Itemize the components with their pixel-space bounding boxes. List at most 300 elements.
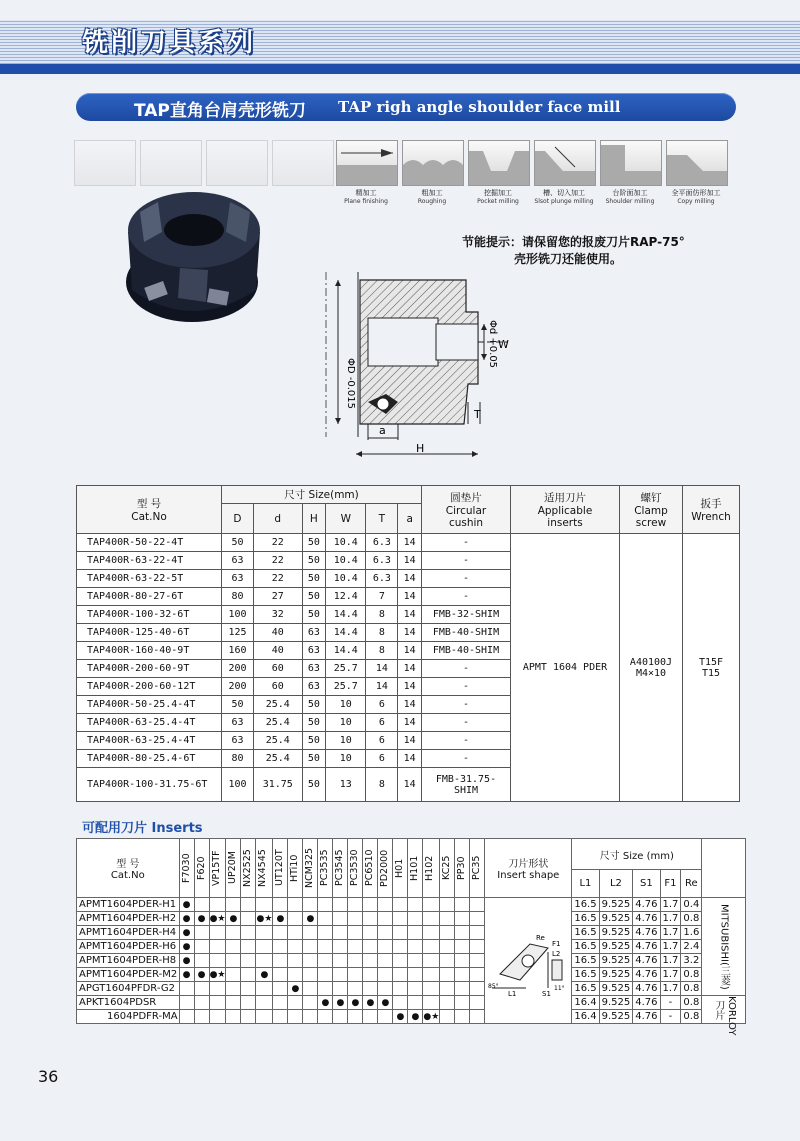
cell-a: 14	[398, 570, 422, 588]
size-S1: 4.76	[633, 1010, 660, 1024]
cell-a: 14	[398, 696, 422, 714]
cell-cat: TAP400R-80-25.4-6T	[77, 750, 222, 768]
cell-a: 14	[398, 606, 422, 624]
insert-row	[77, 968, 746, 982]
cell-H: 63	[302, 660, 326, 678]
cell-T: 6	[366, 750, 398, 768]
cell-H: 63	[302, 678, 326, 696]
cell-cushin: -	[422, 696, 511, 714]
cell-cushin: FMB-32-SHIM	[422, 606, 511, 624]
grade-mark	[363, 898, 378, 912]
size-L1: 16.5	[572, 940, 599, 954]
grade-mark	[303, 940, 318, 954]
size-S1: 4.76	[633, 940, 660, 954]
label-a: a	[379, 424, 386, 437]
grade-mark	[393, 968, 408, 982]
grade-mark: ●	[378, 996, 393, 1010]
grade-mark: ●	[273, 912, 288, 926]
cell-D: 200	[222, 678, 254, 696]
cell-H: 50	[302, 768, 326, 802]
size-S1: 4.76	[633, 968, 660, 982]
grade-mark	[241, 996, 256, 1010]
slot-plunge-icon	[534, 140, 596, 186]
grade-mark	[226, 954, 241, 968]
cell-H: 50	[302, 534, 326, 552]
grade-mark	[393, 940, 408, 954]
grade-mark	[348, 940, 363, 954]
cell-H: 50	[302, 732, 326, 750]
op-pocket-milling: 挖掘加工 Pocket milling	[468, 140, 528, 205]
cell-d: 40	[253, 642, 302, 660]
cell-cat: TAP400R-50-25.4-4T	[77, 696, 222, 714]
grade-mark	[241, 940, 256, 954]
cell-D: 160	[222, 642, 254, 660]
cell-T: 14	[366, 660, 398, 678]
ins-col-shape: 刀片形状 Insert shape	[485, 839, 572, 898]
size-S1: 4.76	[633, 996, 660, 1010]
cell-cushin: -	[422, 588, 511, 606]
grade-header: KC25	[440, 839, 455, 898]
grade-mark	[273, 982, 288, 996]
cell-T: 6	[366, 696, 398, 714]
grade-mark	[348, 1010, 363, 1024]
cell-D: 80	[222, 588, 254, 606]
cell-H: 50	[302, 714, 326, 732]
grade-mark	[455, 968, 470, 982]
grade-mark	[348, 926, 363, 940]
cell-cushin: -	[422, 534, 511, 552]
cell-cushin: -	[422, 570, 511, 588]
insert-row	[77, 940, 746, 954]
grade-mark	[348, 912, 363, 926]
insert-cat: APMT1604PDER-H8	[77, 954, 180, 968]
grade-header: VP15TF	[209, 839, 226, 898]
copy-milling-icon	[666, 140, 728, 186]
grade-mark	[470, 968, 485, 982]
grade-mark: ●★	[256, 913, 273, 924]
grade-mark	[455, 912, 470, 926]
grade-mark	[393, 912, 408, 926]
cell-H: 63	[302, 642, 326, 660]
grade-mark	[333, 954, 348, 968]
shoulder-milling-icon	[600, 140, 662, 186]
size-L1: 16.5	[572, 968, 599, 982]
cell-T: 8	[366, 768, 398, 802]
grade-mark	[423, 940, 440, 954]
grade-mark	[288, 926, 303, 940]
cell-W: 10.4	[326, 552, 366, 570]
grade-mark	[423, 898, 440, 912]
grade-mark: ●	[179, 968, 194, 982]
grade-mark	[179, 1010, 194, 1024]
label-T: T	[474, 408, 481, 421]
grade-mark	[408, 898, 423, 912]
grade-mark: ●★	[423, 1011, 440, 1022]
grade-mark	[455, 996, 470, 1010]
size-F1: 1.7	[660, 912, 681, 926]
grade-mark	[241, 968, 256, 982]
cell-W: 14.4	[326, 606, 366, 624]
grade-mark	[440, 940, 455, 954]
grade-header: PC3530	[348, 839, 363, 898]
grade-mark	[348, 898, 363, 912]
cell-cat: TAP400R-50-22-4T	[77, 534, 222, 552]
grade-mark	[455, 898, 470, 912]
cell-W: 10	[326, 732, 366, 750]
cell-cat: TAP400R-125-40-6T	[77, 624, 222, 642]
grade-header: PC6510	[363, 839, 378, 898]
col-cushin: 圆垫片 Circular cushin	[422, 486, 511, 534]
grade-mark	[256, 954, 273, 968]
size-F1: 1.7	[660, 926, 681, 940]
grade-mark	[333, 926, 348, 940]
grade-mark	[303, 898, 318, 912]
section-title-en: TAP righ angle shoulder face mill	[338, 98, 621, 116]
cell-cushin: FMB-31.75- SHIM	[422, 768, 511, 802]
grade-mark	[363, 968, 378, 982]
inserts-table	[76, 838, 746, 1036]
cell-W: 13	[326, 768, 366, 802]
insert-cat: APMT1604PDER-M2	[77, 968, 180, 982]
size-subheader: L1	[572, 870, 599, 898]
insert-row	[77, 996, 746, 1010]
cell-cushin: -	[422, 732, 511, 750]
cell-D: 125	[222, 624, 254, 642]
cell-d: 25.4	[253, 696, 302, 714]
grade-mark	[408, 940, 423, 954]
col-wrench: 扳手 Wrench	[683, 486, 740, 534]
size-Re: 2.4	[681, 940, 702, 954]
cell-cushin: -	[422, 678, 511, 696]
grade-mark	[303, 1010, 318, 1024]
grade-mark	[363, 1010, 378, 1024]
grade-mark	[348, 982, 363, 996]
merged-wrench: T15F T15	[683, 534, 740, 802]
svg-text:L2: L2	[552, 950, 561, 958]
size-Re: 0.8	[681, 968, 702, 982]
grade-mark	[226, 982, 241, 996]
grade-mark	[194, 1010, 209, 1024]
grade-mark: ●★	[209, 969, 226, 980]
size-F1: 1.7	[660, 940, 681, 954]
ins-col-size: 尺寸 Size (mm)	[572, 839, 702, 870]
grade-mark: ●	[226, 912, 241, 926]
insert-row	[77, 898, 746, 912]
cell-H: 50	[302, 696, 326, 714]
cell-cat: TAP400R-200-60-9T	[77, 660, 222, 678]
cell-d: 31.75	[253, 768, 302, 802]
grade-mark	[288, 898, 303, 912]
grade-header: NCM325	[303, 839, 318, 898]
cell-d: 22	[253, 534, 302, 552]
cell-a: 14	[398, 660, 422, 678]
cell-W: 25.7	[326, 660, 366, 678]
size-L2: 9.525	[599, 954, 633, 968]
grade-mark	[209, 940, 226, 954]
grade-mark	[194, 996, 209, 1010]
cell-d: 40	[253, 624, 302, 642]
op-shoulder-milling: 台阶面加工 Shoulder milling	[600, 140, 660, 205]
size-S1: 4.76	[633, 982, 660, 996]
header-rule	[0, 64, 800, 74]
grade-mark	[256, 898, 273, 912]
size-L2: 9.525	[599, 968, 633, 982]
merged-screw: A40100J M4×10	[620, 534, 683, 802]
grade-mark	[348, 954, 363, 968]
cell-W: 10.4	[326, 570, 366, 588]
size-L1: 16.5	[572, 982, 599, 996]
size-L1: 16.4	[572, 1010, 599, 1024]
size-F1: -	[660, 1010, 681, 1024]
cell-W: 14.4	[326, 624, 366, 642]
size-Re: 0.8	[681, 1010, 702, 1024]
grade-mark	[333, 968, 348, 982]
size-subheader: F1	[660, 870, 681, 898]
grade-mark	[194, 926, 209, 940]
cell-T: 7	[366, 588, 398, 606]
cell-W: 10	[326, 750, 366, 768]
cell-cushin: -	[422, 714, 511, 732]
size-L2: 9.525	[599, 926, 633, 940]
grade-header: NX4545	[256, 839, 273, 898]
grade-mark	[226, 996, 241, 1010]
brand-header	[702, 839, 746, 898]
grade-mark	[194, 954, 209, 968]
grade-mark	[423, 996, 440, 1010]
roughing-icon	[402, 140, 464, 186]
insert-cat: APGT1604PFDR-G2	[77, 982, 180, 996]
size-L2: 9.525	[599, 1010, 633, 1024]
grade-mark	[318, 982, 333, 996]
cell-d: 25.4	[253, 714, 302, 732]
grade-mark	[256, 926, 273, 940]
size-L1: 16.5	[572, 926, 599, 940]
grade-mark	[348, 968, 363, 982]
size-L1: 16.5	[572, 912, 599, 926]
size-L2: 9.525	[599, 996, 633, 1010]
pocket-milling-icon	[468, 140, 530, 186]
grade-mark	[333, 1010, 348, 1024]
cell-a: 14	[398, 678, 422, 696]
size-L2: 9.525	[599, 940, 633, 954]
grade-mark	[393, 954, 408, 968]
op-slot-plunge: 槽、切入加工 Slsot plunge milling	[534, 140, 594, 205]
grade-mark	[423, 982, 440, 996]
ins-col-model: 型 号 Cat.No	[77, 839, 180, 898]
size-subheader: L2	[599, 870, 633, 898]
cell-H: 50	[302, 588, 326, 606]
label-H: H	[416, 442, 425, 455]
grade-mark	[273, 996, 288, 1010]
insert-cat: 1604PDFR-MA	[77, 1010, 180, 1024]
cell-T: 6.3	[366, 552, 398, 570]
cell-cushin: FMB-40-SHIM	[422, 642, 511, 660]
cell-H: 63	[302, 624, 326, 642]
size-L2: 9.525	[599, 898, 633, 912]
grade-header: F7030	[179, 839, 194, 898]
page-title: 铣削刀具系列	[82, 28, 257, 58]
grade-mark	[363, 912, 378, 926]
grade-mark	[393, 926, 408, 940]
grade-mark	[288, 940, 303, 954]
op-copy-milling: 全平面仿形加工 Copy milling	[666, 140, 726, 205]
grade-mark	[226, 926, 241, 940]
cell-W: 10.4	[326, 534, 366, 552]
grade-mark	[408, 996, 423, 1010]
grade-mark	[470, 926, 485, 940]
grade-mark: ●	[179, 898, 194, 912]
cell-a: 14	[398, 750, 422, 768]
energy-saving-note: 节能提示：请保留您的报废刀片RAP-75° 壳形铣刀还能使用。	[462, 235, 685, 266]
grade-header: HTi10	[288, 839, 303, 898]
insert-cat: APMT1604PDER-H1	[77, 898, 180, 912]
grade-mark	[378, 898, 393, 912]
grade-mark	[440, 968, 455, 982]
grade-mark	[440, 954, 455, 968]
grade-header: H01	[393, 839, 408, 898]
grade-mark	[363, 940, 378, 954]
grade-mark	[226, 1010, 241, 1024]
cell-T: 6	[366, 732, 398, 750]
cell-cat: TAP400R-80-27-6T	[77, 588, 222, 606]
size-Re: 0.8	[681, 996, 702, 1010]
insert-row	[77, 954, 746, 968]
grade-mark: ●	[194, 912, 209, 926]
label-d: Φd +0.05	[487, 320, 498, 369]
section-title-cn: TAP直角台肩壳形铣刀	[134, 101, 306, 121]
grade-header: PP30	[455, 839, 470, 898]
grade-mark	[318, 1010, 333, 1024]
cell-a: 14	[398, 588, 422, 606]
cell-D: 63	[222, 570, 254, 588]
cell-T: 14	[366, 678, 398, 696]
size-S1: 4.76	[633, 954, 660, 968]
grade-mark	[455, 954, 470, 968]
grade-mark	[273, 968, 288, 982]
cell-d: 27	[253, 588, 302, 606]
grade-mark	[423, 912, 440, 926]
size-Re: 0.8	[681, 912, 702, 926]
cell-a: 14	[398, 714, 422, 732]
grade-header: PC3545	[333, 839, 348, 898]
cell-T: 8	[366, 624, 398, 642]
grade-mark	[209, 996, 226, 1010]
grade-mark	[256, 1010, 273, 1024]
grade-mark	[408, 954, 423, 968]
grade-mark	[303, 982, 318, 996]
grade-mark	[470, 996, 485, 1010]
grade-mark	[318, 968, 333, 982]
grade-mark	[226, 968, 241, 982]
cell-a: 14	[398, 552, 422, 570]
cell-cat: TAP400R-63-22-5T	[77, 570, 222, 588]
grade-mark: ●	[179, 954, 194, 968]
grade-mark	[194, 898, 209, 912]
cell-D: 63	[222, 714, 254, 732]
grade-mark	[455, 1010, 470, 1024]
svg-text:85°: 85°	[488, 983, 499, 990]
grade-mark	[363, 926, 378, 940]
grade-mark	[378, 940, 393, 954]
cell-W: 25.7	[326, 678, 366, 696]
size-L2: 9.525	[599, 912, 633, 926]
label-W: W	[498, 338, 509, 351]
cell-d: 60	[253, 678, 302, 696]
grade-mark	[408, 982, 423, 996]
size-S1: 4.76	[633, 912, 660, 926]
grade-header: PD2000	[378, 839, 393, 898]
grade-mark	[408, 912, 423, 926]
svg-text:L1: L1	[508, 990, 517, 998]
grade-mark	[423, 954, 440, 968]
cell-T: 6	[366, 714, 398, 732]
grade-mark	[423, 968, 440, 982]
grade-mark	[440, 912, 455, 926]
cell-H: 50	[302, 750, 326, 768]
size-F1: 1.7	[660, 982, 681, 996]
grade-mark: ●	[179, 940, 194, 954]
col-screw: 螺钉 Clamp screw	[620, 486, 683, 534]
grade-mark	[470, 982, 485, 996]
grade-mark: ●	[288, 982, 303, 996]
grade-mark	[470, 940, 485, 954]
size-F1: 1.7	[660, 968, 681, 982]
grade-mark	[393, 898, 408, 912]
grade-mark	[455, 982, 470, 996]
size-L2: 9.525	[599, 982, 633, 996]
size-Re: 3.2	[681, 954, 702, 968]
size-Re: 0.8	[681, 982, 702, 996]
grade-mark	[273, 926, 288, 940]
grade-mark: ●	[393, 1010, 408, 1024]
cell-d: 25.4	[253, 732, 302, 750]
grade-mark	[288, 968, 303, 982]
grade-mark	[318, 954, 333, 968]
cell-cat: TAP400R-160-40-9T	[77, 642, 222, 660]
grade-mark	[226, 940, 241, 954]
spec-table: 型 号 Cat.No 尺寸 Size(mm) 圆垫片 Circular cushin 适用刀片 Applicable inserts 螺钉 Clamp screw 扳手 Wrench D d H W T a TAP400R-50-22-4T 50 22 50 10.4 6.3 14 - APMT 1604 PDER A40100J M4×10 T15F T15 TAP400R-63-22-4T 63 22 50 10.4 6.3 14 - TAP400R-63-22-5T 63 22 50 10.4 6.3 14 - TAP400R-80-27-6T 80 27 50 12.4 7 14 - TAP400R-100-32-6T 100 32 50 14.4 8 14 FMB-32-SHIM TAP400R-125-40-6T 125 40 63 14.4 8 14 FMB-40-SHIM TAP400R-160-40-9T 160 40 63 14.4 8 14 FMB-40-SHIM TAP400R-200-60-9T 200 60 63 25.7 14 14 - TAP400R-200-60-12T 200 60 63 25.7 14 14 - TAP400R-50-25.4-4T 50 25.4 50 10 6 14 - TAP400R-63-25.4-4T 63 25.4 50 10 6 14 - TAP400R-63-25.4-4T 63 25.4 50 10 6 14 - TAP400R-80-25.4-6T 80 25.4 50 10 6 14 - TAP400R-100-31.75-6T 100 31.75 50 13 8 14 FMB-31.75- SHIM	[76, 485, 740, 802]
grade-mark	[194, 982, 209, 996]
cell-a: 14	[398, 624, 422, 642]
grade-mark	[333, 912, 348, 926]
grade-mark	[209, 954, 226, 968]
cell-D: 50	[222, 534, 254, 552]
insert-cat: APMT1604PDER-H6	[77, 940, 180, 954]
grade-header: UP20M	[226, 839, 241, 898]
grade-mark	[179, 996, 194, 1010]
grade-mark	[393, 982, 408, 996]
cell-T: 6.3	[366, 570, 398, 588]
grade-mark	[241, 982, 256, 996]
grade-mark	[303, 968, 318, 982]
cell-cat: TAP400R-63-22-4T	[77, 552, 222, 570]
cell-cushin: -	[422, 552, 511, 570]
cell-d: 25.4	[253, 750, 302, 768]
grade-mark	[470, 912, 485, 926]
size-subheader: S1	[633, 870, 660, 898]
grade-mark	[378, 968, 393, 982]
grade-mark: ●	[318, 996, 333, 1010]
cell-a: 14	[398, 768, 422, 802]
grade-mark: ●	[179, 912, 194, 926]
grade-mark	[440, 898, 455, 912]
cell-D: 200	[222, 660, 254, 678]
cell-D: 50	[222, 696, 254, 714]
insert-cat: APMT1604PDER-H4	[77, 926, 180, 940]
grade-mark	[318, 940, 333, 954]
cell-H: 50	[302, 606, 326, 624]
size-S1: 4.76	[633, 898, 660, 912]
